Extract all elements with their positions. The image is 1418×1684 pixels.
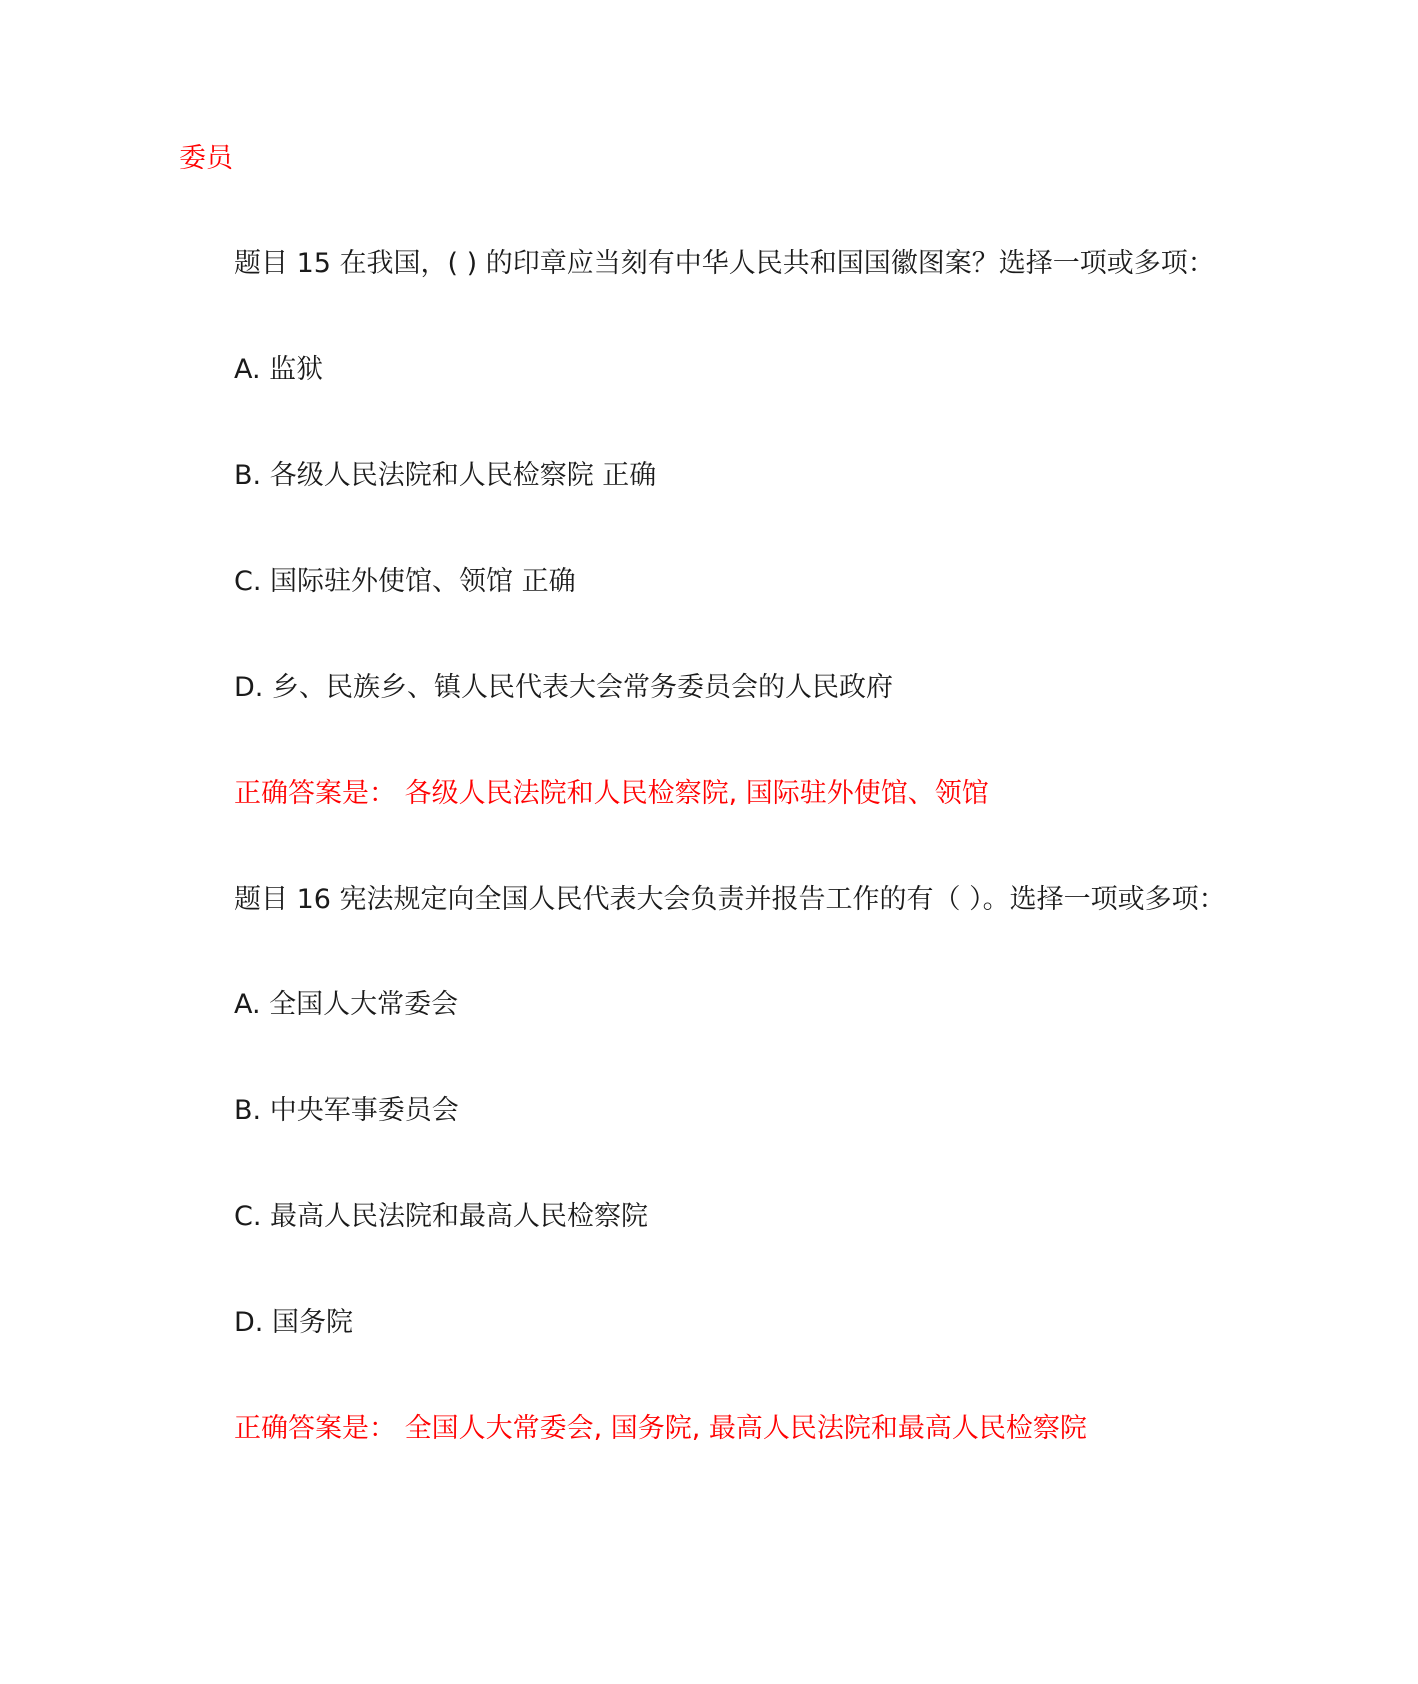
- question-15-stem: 题目 15 在我国，( ) 的印章应当刻有中华人民共和国国徽图案？选择一项或多项：: [234, 248, 1215, 279]
- question-15-option-b: B. 各级人民法院和人民检察院 正确: [234, 460, 657, 491]
- question-16-option-a: A. 全国人大常委会: [234, 989, 459, 1020]
- question-16-option-b: B. 中央军事委员会: [234, 1095, 459, 1126]
- question-16-stem: 题目 16 宪法规定向全国人民代表大会负责并报告工作的有（ ）。选择一项或多项：: [234, 884, 1226, 915]
- question-15-option-d: D. 乡、民族乡、镇人民代表大会常务委员会的人民政府: [234, 672, 893, 703]
- question-15-option-a: A. 监狱: [234, 354, 324, 385]
- question-15-answer: 正确答案是： 各级人民法院和人民检察院, 国际驻外使馆、领馆: [234, 778, 989, 809]
- carryover-text: 委员: [179, 143, 233, 174]
- question-16-answer: 正确答案是： 全国人大常委会, 国务院, 最高人民法院和最高人民检察院: [234, 1413, 1087, 1444]
- question-16-option-d: D. 国务院: [234, 1307, 353, 1338]
- question-16-option-c: C. 最高人民法院和最高人民检察院: [234, 1201, 649, 1232]
- question-15-option-c: C. 国际驻外使馆、领馆 正确: [234, 566, 576, 597]
